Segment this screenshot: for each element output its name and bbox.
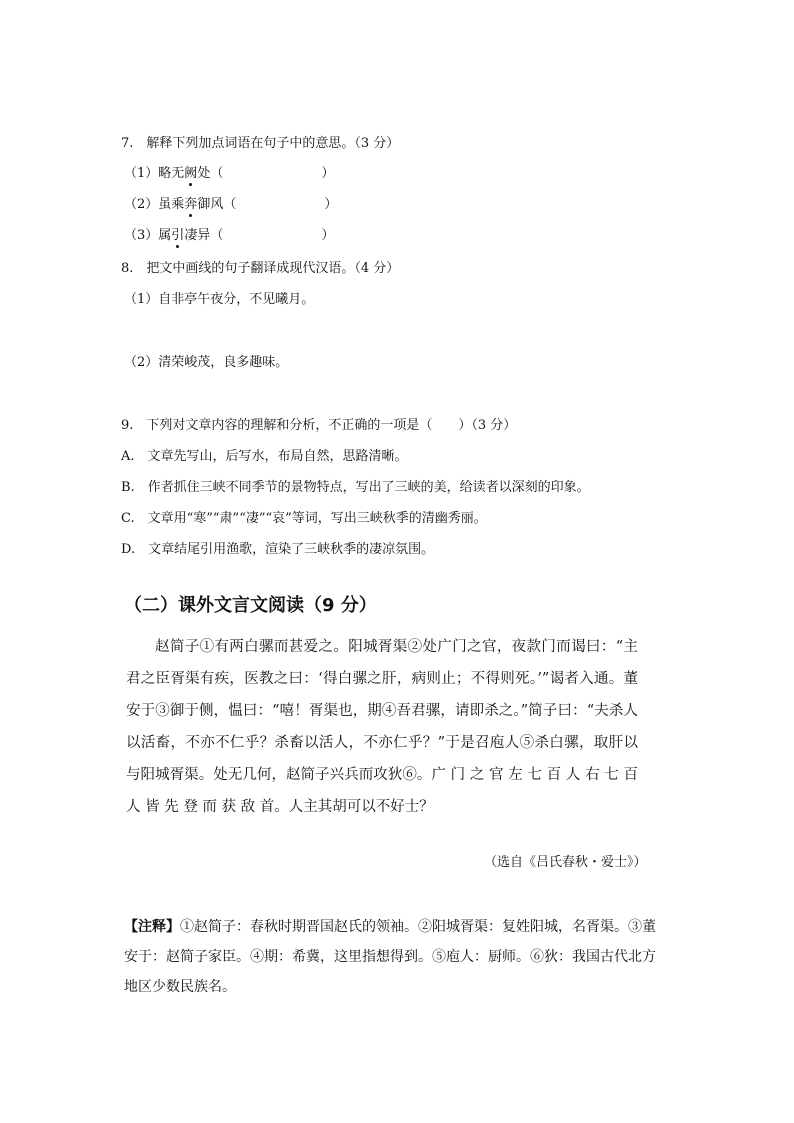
section-title: （二）课外文言文阅读（9 分）	[124, 595, 377, 616]
item-text-pre: 虽乘	[158, 197, 185, 212]
dotted-word: 引	[171, 228, 185, 243]
dotted-word: 奔	[184, 197, 198, 212]
item-close-paren: ）	[324, 197, 338, 212]
item-close-paren: ）	[321, 228, 335, 243]
item-text-post: 处（	[197, 166, 224, 181]
question-9-option-c: C. 文章用“寒”“肃”“凄”“哀”等词，写出三峡秋季的清幽秀丽。	[121, 511, 487, 526]
item-number: （1）	[124, 166, 159, 181]
question-9-option-d: D. 文章结尾引用渔歌，渲染了三峡秋季的凄凉氛围。	[121, 542, 435, 557]
item-text-post: 御风（	[197, 197, 237, 212]
item-text-pre: 略无	[158, 166, 185, 181]
question-7-item-1	[124, 166, 334, 182]
annotations	[124, 912, 656, 1002]
passage-source: （选自《吕氏春秋・爱士》）	[484, 855, 647, 870]
question-9-stem: 9. 下列对文章内容的理解和分析，不正确的一项是（ ）（3 分）	[121, 418, 517, 433]
question-8-stem: 8. 把文中画线的句子翻译成现代汉语。（4 分）	[121, 261, 400, 276]
question-7-item-3	[124, 228, 334, 244]
question-8-item-2: （2）清荣峻茂，良多趣味。	[124, 355, 289, 370]
question-9-option-b: B. 作者抓住三峡不同季节的景物特点，写出了三峡的美，给读者以深刻的印象。	[121, 480, 590, 495]
item-number: （3）	[124, 228, 159, 243]
annotations-label: 【注释】	[124, 919, 180, 935]
question-7-item-2	[124, 197, 337, 213]
question-8-item-1: （1）自非亭午夜分，不见曦月。	[124, 292, 315, 307]
question-7-stem: 7. 解释下列加点词语在句子中的意思。（3 分）	[121, 136, 400, 151]
classical-passage: 赵简子①有两白骡而甚爱之。阳城胥渠②处广门之官，夜款门而谒曰：“主君之臣胥渠有疾，医教之曰：‘得白骡之肝，病则止；不得则死。’”谒者入通。董安于③御于侧，愠曰：“嘻！胥渠也，期④吾君骡，请即杀之。”简子曰：“夫杀人以活畜，不亦不仁乎？杀畜以活人，不亦仁乎？”于是召庖人⑤杀白骡，取肝以与阳城胥渠。处无几何，赵简子兴兵而攻狄⑥。广 门 之 官 左 七 百 人 右 七 百 人 皆 先 登 而 获 敌 首。人主其胡可以不好士？	[126, 639, 638, 815]
annotations-text: ①赵简子：春秋时期晋国赵氏的领袖。②阳城胥渠：复姓阳城，名胥渠。③董安于：赵简子家臣。④期：希冀，这里指想得到。⑤庖人：厨师。⑥狄：我国古代北方地区少数民族名。	[124, 919, 656, 995]
item-close-paren: ）	[321, 166, 335, 181]
item-text-pre: 属	[158, 228, 172, 243]
item-number: （2）	[124, 197, 159, 212]
question-9-option-a: A. 文章先写山，后写水，布局自然，思路清晰。	[121, 449, 408, 464]
dotted-word: 阙	[184, 166, 198, 181]
item-text-post: 凄异（	[184, 228, 224, 243]
